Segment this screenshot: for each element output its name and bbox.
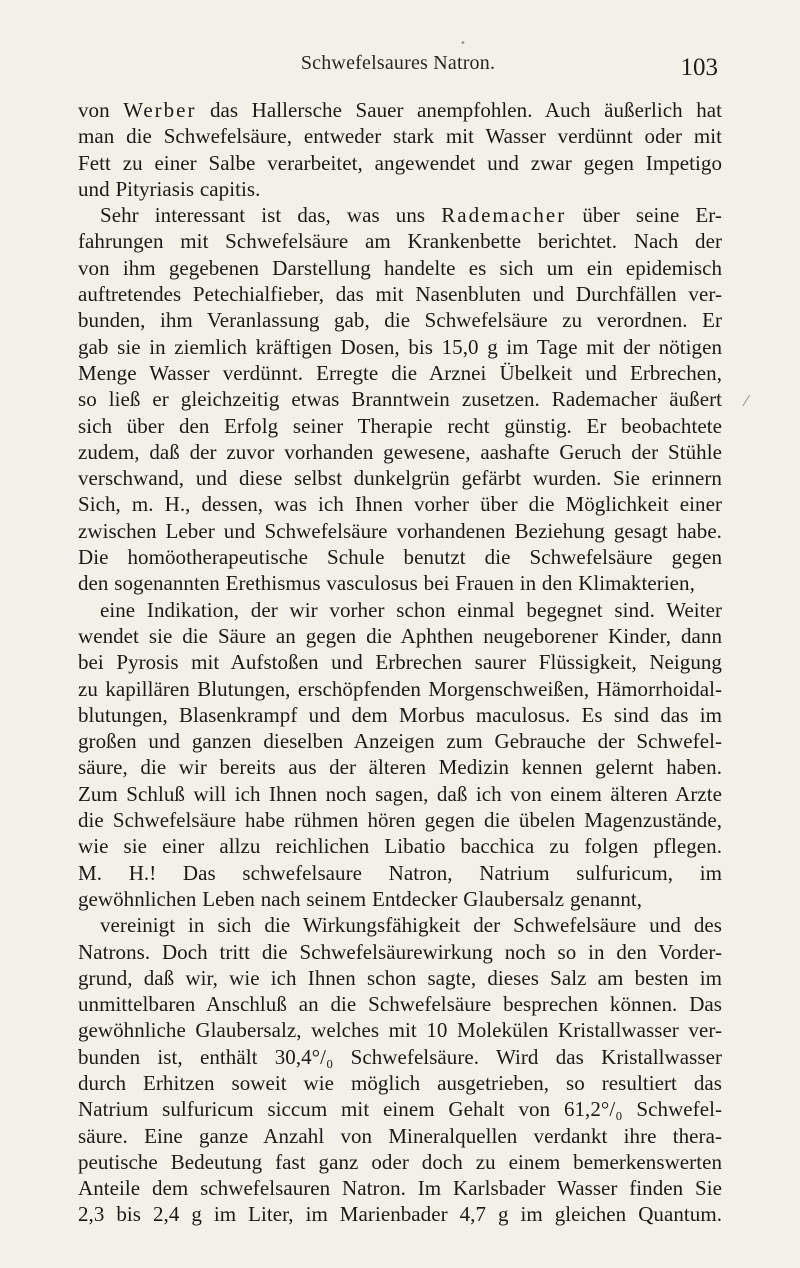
text-line: großen und ganzen dieselben Anzeigen zum Gebrauche der Schwefel- — [78, 729, 722, 754]
text-line: und Pityriasis capitis. — [78, 176, 261, 201]
body-text — [78, 97, 722, 1228]
text-line: Menge Wasser verdünnt. Erregte die Arznei Übelkeit und Erbrechen, — [78, 360, 722, 385]
text-line: gewöhnliche Glaubersalz, welches mit 10 Molekülen Kristallwasser ver- — [78, 1018, 722, 1043]
text-line: zwischen Leber und Schwefelsäure vorhandenen Beziehung gesagt habe. — [78, 518, 722, 543]
text-line: wendet sie die Säure an gegen die Aphthen neugeborener Kinder, dann — [78, 623, 722, 648]
text-line: von ihm gegebenen Darstellung handelte es sich um ein epidemisch — [78, 255, 722, 280]
text-line: unmittelbaren Anschluß an die Schwefelsäure besprechen können. Das — [78, 992, 722, 1017]
running-head — [78, 52, 718, 92]
scan-speck: • — [460, 38, 466, 49]
text-line: gewöhnlichen Leben nach seinem Entdecker Glaubersalz genannt, — [78, 886, 643, 911]
text-line: den sogenannten Erethismus vasculosus bei Frauen in den Klimakterien, — [78, 571, 695, 596]
text-line: wie sie einer allzu reichlichen Libatio bacchica zu folgen pflegen. — [78, 834, 722, 859]
text-line: eine Indikation, der wir vorher schon einmal begegnet sind. Weiter — [100, 597, 722, 622]
text-line: Sich, m. H., dessen, was ich Ihnen vorher über die Möglichkeit einer — [78, 492, 722, 517]
text-line: so ließ er gleichzeitig etwas Branntwein zusetzen. Rademacher äußert — [78, 387, 722, 412]
text-line: blutungen, Blasenkrampf und dem Morbus maculosus. Es sind das im — [78, 702, 722, 727]
text-line: verschwand, und diese selbst dunkelgrün gefärbt wurden. Sie erinnern — [78, 466, 722, 491]
page-number: 103 — [680, 54, 718, 81]
text-line: Fett zu einer Salbe verarbeitet, angewendet und zwar gegen Impetigo — [78, 150, 722, 175]
text-line: die Schwefelsäure habe rühmen hören gegen die übelen Magenzustände, — [78, 808, 722, 833]
text-line: grund, daß wir, wie ich Ihnen schon sagte, dieses Salz am besten im — [78, 965, 722, 990]
text-line: Sehr interessant ist das, was uns Rademacher über seine Er- — [100, 203, 722, 228]
text-line: bei Pyrosis mit Aufstoßen und Erbrechen saurer Flüssigkeit, Neigung — [78, 650, 722, 675]
text-line: zu kapillären Blutungen, erschöpfenden Morgenschweißen, Hämorrhoidal- — [78, 676, 722, 701]
text-line: vereinigt in sich die Wirkungsfähigkeit der Schwefelsäure und des — [100, 913, 722, 938]
text-line: zudem, daß der zuvor vorhanden gewesene, aashafte Geruch der Stühle — [78, 439, 722, 464]
text-line: bunden ist, enthält 30,4°/₀ Schwefelsäure. Wird das Kristallwasser — [78, 1044, 722, 1069]
text-line: Zum Schluß will ich Ihnen noch sagen, daß ich von einem älteren Arzte — [78, 781, 722, 806]
text-line: säure. Eine ganze Anzahl von Mineralquellen verdankt ihre thera- — [78, 1123, 722, 1148]
text-line: gab sie in ziemlich kräftigen Dosen, bis 15,0 g im Tage mit der nötigen — [78, 334, 722, 359]
running-title: Schwefelsaures Natron. — [300, 52, 496, 74]
text-line: bunden, ihm Veranlassung gab, die Schwefelsäure zu verordnen. Er — [78, 308, 722, 333]
text-line: Natrons. Doch tritt die Schwefelsäurewirkung noch so in den Vorder- — [78, 939, 722, 964]
text-line: durch Erhitzen soweit wie möglich ausgetrieben, so resultiert das — [78, 1070, 722, 1095]
text-line: peutische Bedeutung fast ganz oder doch zu einem bemerkenswerten — [78, 1149, 722, 1174]
text-line: man die Schwefelsäure, entweder stark mit Wasser verdünnt oder mit — [78, 124, 722, 149]
text-line: Anteile dem schwefelsauren Natron. Im Karlsbader Wasser finden Sie — [78, 1176, 722, 1201]
scan-mark: ⁄ — [745, 392, 748, 410]
text-line: säure, die wir bereits aus der älteren Medizin kennen gelernt haben. — [78, 755, 722, 780]
text-line: Natrium sulfuricum siccum mit einem Gehalt von 61,2°/₀ Schwefel- — [78, 1097, 722, 1122]
text-line: fahrungen mit Schwefelsäure am Krankenbette berichtet. Nach der — [78, 229, 722, 254]
text-line: Die homöotherapeutische Schule benutzt die Schwefelsäure gegen — [78, 545, 722, 570]
text-line: 2,3 bis 2,4 g im Liter, im Marienbader 4,7 g im gleichen Quantum. — [78, 1202, 722, 1227]
text-line: auftretendes Petechialfieber, das mit Nasenbluten und Durchfällen ver- — [78, 282, 722, 307]
text-line: M. H.! Das schwefelsaure Natron, Natrium sulfuricum, im — [78, 860, 722, 885]
text-line: von Werber das Hallersche Sauer anempfohlen. Auch äußerlich hat — [78, 98, 723, 122]
text-line: sich über den Erfolg seiner Therapie recht günstig. Er beobachtete — [78, 413, 722, 438]
